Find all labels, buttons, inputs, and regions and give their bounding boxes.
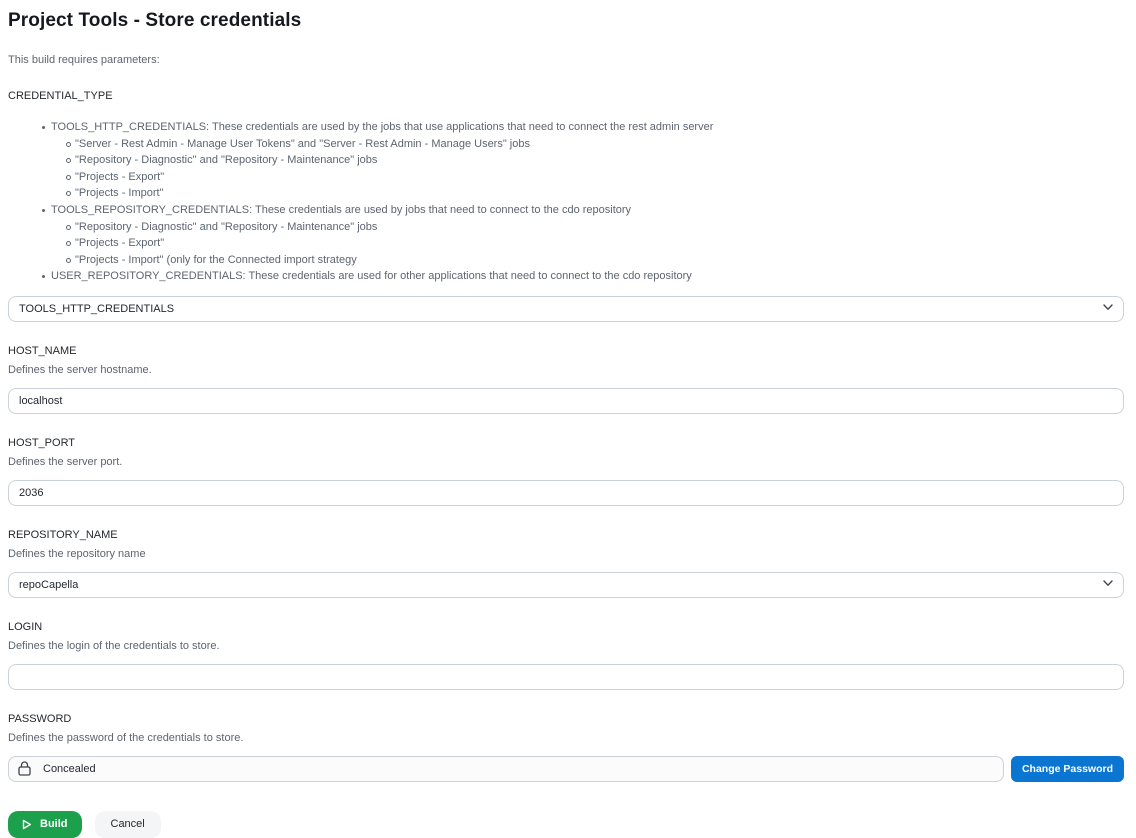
- param-host-name-description: Defines the server hostname.: [8, 363, 152, 376]
- page-title: Project Tools - Store credentials: [8, 10, 302, 31]
- list-item: "Server - Rest Admin - Manage User Tokens" and "Server - Rest Admin - Manage Users" jobs: [51, 136, 1124, 153]
- list-item: [8, 119, 1124, 202]
- password-concealed-text: Concealed: [43, 762, 96, 775]
- sub-list: [51, 219, 1124, 269]
- list-item: "Repository - Diagnostic" and "Repository - Maintenance" jobs: [51, 219, 1124, 236]
- param-login-description: Defines the login of the credentials to store.: [8, 639, 220, 652]
- list-item-text: TOOLS_HTTP_CREDENTIALS: These credentials are used by the jobs that use applications that need to connect the rest admin server: [51, 121, 714, 133]
- list-item-text: USER_REPOSITORY_CREDENTIALS: These credentials are used for other applications that need to connect to the cdo repository: [51, 270, 692, 283]
- build-button[interactable]: [8, 811, 82, 838]
- param-password-label: PASSWORD: [8, 712, 72, 725]
- list-item: "Repository - Diagnostic" and "Repository - Maintenance" jobs: [51, 152, 1124, 169]
- list-item-text: TOOLS_REPOSITORY_CREDENTIALS: These credentials are used by jobs that need to connect to the cdo repository: [51, 203, 632, 216]
- lock-icon: [18, 761, 31, 776]
- list-item: "Projects - Import": [51, 185, 1124, 202]
- build-button-label: Build: [40, 818, 68, 831]
- cancel-button[interactable]: Cancel: [95, 811, 161, 838]
- param-password: [8, 713, 1124, 782]
- param-repository-name-description: Defines the repository name: [8, 547, 146, 560]
- sub-list: [51, 136, 1124, 202]
- repository-name-select[interactable]: [8, 572, 1124, 598]
- param-password-description: Defines the password of the credentials to store.: [8, 731, 244, 744]
- param-repository-name-label: REPOSITORY_NAME: [8, 528, 118, 541]
- host-name-input[interactable]: [8, 388, 1124, 414]
- list-item: "Projects - Export": [51, 235, 1124, 252]
- param-host-port-description: Defines the server port.: [8, 455, 123, 468]
- password-concealed-field[interactable]: [8, 756, 1004, 782]
- change-password-button[interactable]: Change Password: [1011, 756, 1124, 782]
- credential-type-description-list: [8, 119, 1124, 285]
- form-actions: [8, 811, 1124, 838]
- param-login: [8, 621, 1124, 690]
- list-item: [8, 268, 1124, 285]
- param-login-label: LOGIN: [8, 620, 43, 633]
- param-host-name-label: HOST_NAME: [8, 344, 77, 357]
- credential-type-select[interactable]: [8, 296, 1124, 322]
- build-requires-parameters-text: This build requires parameters:: [8, 54, 160, 66]
- param-credential-type: [8, 90, 1124, 322]
- param-credential-type-label: CREDENTIAL_TYPE: [8, 90, 113, 102]
- password-row: [8, 756, 1124, 782]
- param-host-port: [8, 437, 1124, 506]
- credential-type-select-wrap: [8, 296, 1124, 322]
- host-port-input[interactable]: [8, 480, 1124, 506]
- param-repository-name: [8, 529, 1124, 598]
- play-icon: [22, 819, 32, 830]
- repository-name-select-wrap: [8, 572, 1124, 598]
- login-input[interactable]: [8, 664, 1124, 690]
- param-host-port-label: HOST_PORT: [8, 436, 76, 449]
- list-item: "Projects - Export": [51, 169, 1124, 186]
- param-host-name: [8, 345, 1124, 414]
- list-item: "Projects - Import" (only for the Connected import strategy: [51, 252, 1124, 269]
- list-item: [8, 202, 1124, 268]
